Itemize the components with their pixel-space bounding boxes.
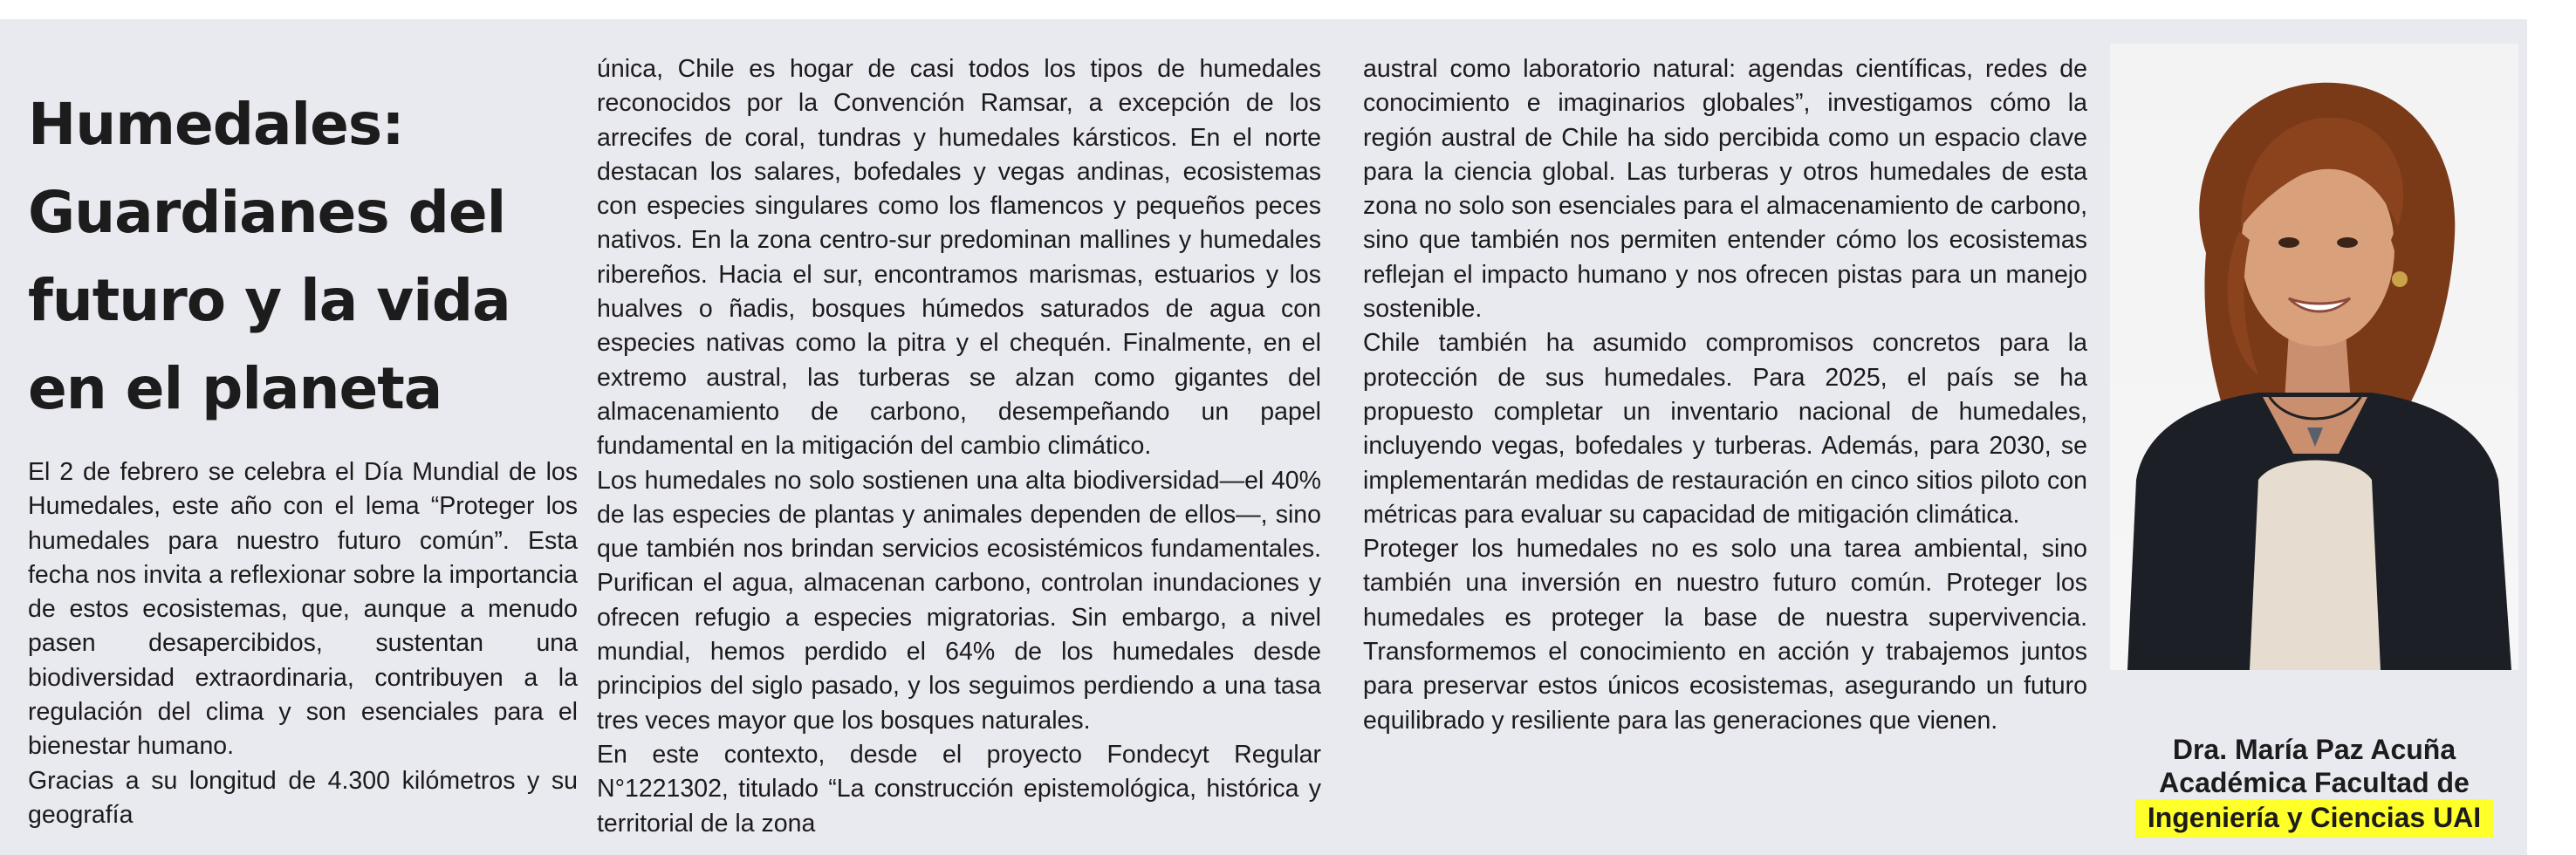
paragraph: Proteger los humedales no es solo una tarea ambiental, sino también una inversión en nuestro futuro común. Proteger los humedales es proteger la base de nuestra supervivencia. Transformemos el conocimiento en acción y trabajemos juntos para preservar estos únicos ecosistemas, asegurando un futuro equilibrado y resiliente para las generaciones que vienen. (1363, 535, 2087, 735)
author-portrait-illustration (2110, 44, 2518, 670)
paragraph: Los humedales no solo sostienen una alta biodiversidad—el 40% de las especies de plantas y animales dependen de ellos—, sino que también nos brindan servicios ecosistémicos fundamentales. Purifican el agua, almacenan carbono, controlan inundaciones y ofrecen refugio a especies migratorias. Sin embargo, a nivel mundial, hemos perdido el 64% de los humedales desde principios del siglo pasado, y los seguimos perdiendo a una tasa tres veces mayor que los bosques naturales. (597, 466, 1321, 735)
article-title: Humedales: Guardianes del futuro y la vida en el planeta (28, 91, 510, 422)
paragraph: El 2 de febrero se celebra el Día Mundial de los Humedales, este año con el lema “Proteger los humedales para nuestro futuro común”. Esta fecha nos invita a reflexionar sobre la importancia de estos ecosistemas, que, aunque a menudo pasen desapercibidos, sustentan una biodiversidad extraordinaria, contribuyen a la regulación del clima y son esenciales para el bienestar humano. (28, 458, 578, 761)
author-faculty-highlight: Ingeniería y Ciencias UAI (2135, 799, 2493, 838)
author-photo (2110, 44, 2518, 670)
paragraph: Chile también ha asumido compromisos concretos para la protección de sus humedales. Para 2025, el país se ha propuesto completar un inventario nacional de humedales, incluyendo vegas, bofedales y turberas. Además, para 2030, se implementarán medidas de restauración en cinco sitios piloto con métricas para evaluar su capacidad de mitigación climática. (1363, 329, 2087, 529)
paragraph: Gracias a su longitud de 4.300 kilómetros y su geografía (28, 766, 578, 829)
column-2 (597, 52, 1321, 841)
paragraph: En este contexto, desde el proyecto Fondecyt Regular N°1221302, titulado “La construcción epistemológica, histórica y territorial de la zona (597, 740, 1321, 838)
author-name: Dra. María Paz Acuña (2172, 734, 2456, 765)
article-panel (0, 19, 2527, 855)
author-caption (2110, 733, 2518, 838)
column-1 (28, 455, 578, 832)
author-role: Académica Facultad de (2159, 767, 2470, 798)
paragraph: única, Chile es hogar de casi todos los tipos de humedales reconocidos por la Convención Ramsar, a excepción de los arrecifes de coral, tundras y humedales kársticos. En el norte destacan los salares, bofedales y vegas andinas, ecosistemas con especies singulares como los flamencos y pequeños peces nativos. En la zona centro-sur predominan mallines y humedales ribereños. Hacia el sur, encontramos marismas, estuarios y los hualves o ñadis, bosques húmedos saturados de agua con especies nativas como la pitra y el chequén. Finalmente, en el extremo austral, las turberas se alzan como gigantes del almacenamiento de carbono, desempeñando un papel fundamental en la mitigación del cambio climático. (597, 55, 1321, 461)
paragraph: austral como laboratorio natural: agendas científicas, redes de conocimiento e imaginarios globales”, investigamos cómo la región austral de Chile ha sido percibida como un espacio clave para la ciencia global. Las turberas y otros humedales de esta zona no solo son esenciales para el almacenamiento de carbono, sino que también nos permiten entender cómo los ecosistemas reflejan el impacto humano y nos ofrecen pistas para un manejo sostenible. (1363, 55, 2087, 324)
column-3 (1363, 52, 2087, 738)
